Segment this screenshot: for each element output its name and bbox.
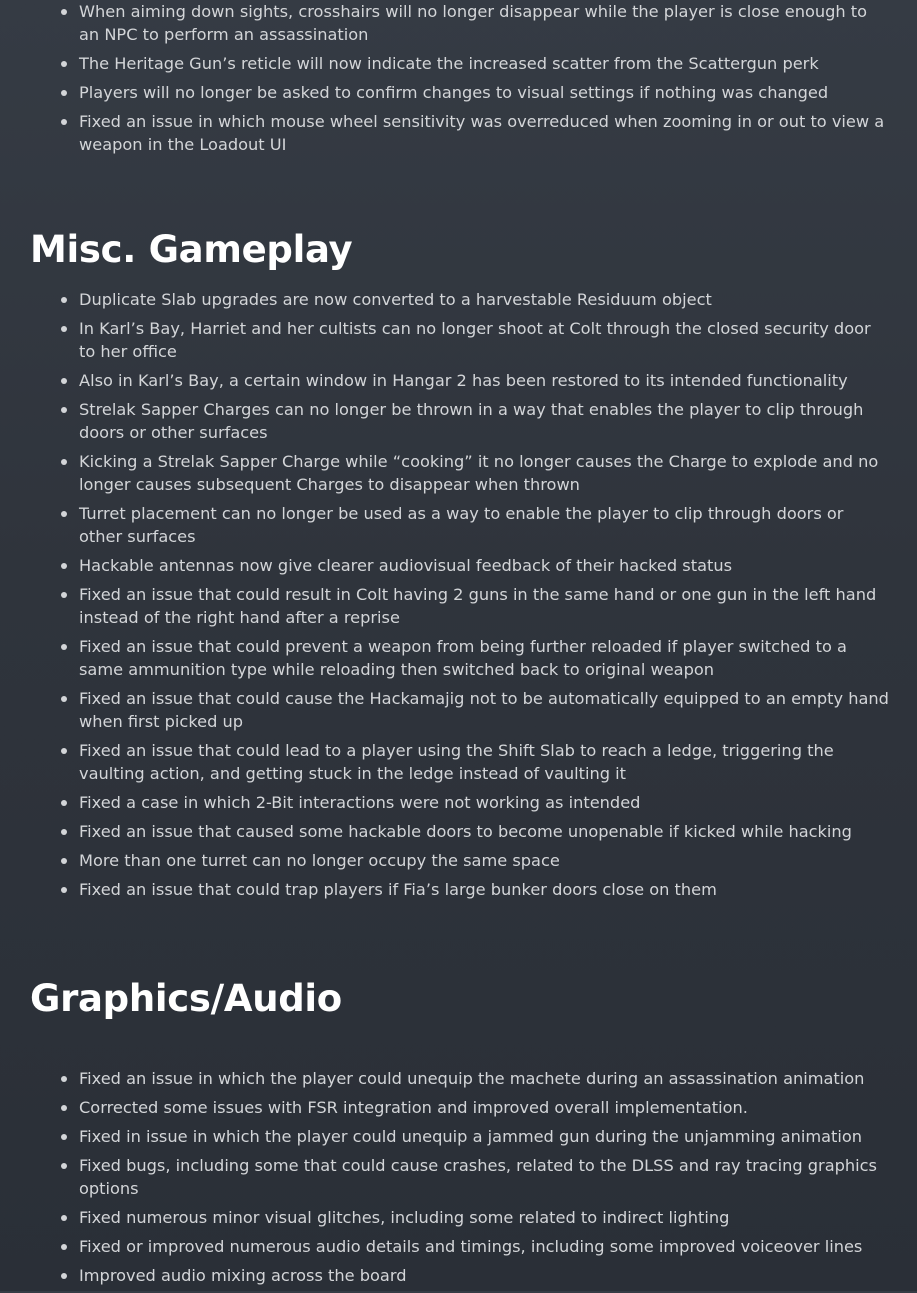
- misc-gameplay-list: [0, 288, 917, 907]
- list-item: Fixed an issue that could result in Colt having 2 guns in the same hand or one gun in the left hand instead of the right hand after a reprise: [0, 583, 917, 629]
- list-item: Fixed a case in which 2-Bit interactions were not working as intended: [0, 791, 917, 814]
- list-item: Turret placement can no longer be used as a way to enable the player to clip through doors or other surfaces: [0, 502, 917, 548]
- list-item: Fixed an issue in which the player could unequip the machete during an assassination animation: [0, 1067, 917, 1090]
- list-item: Fixed an issue that could prevent a weapon from being further reloaded if player switched to a same ammunition type while reloading then switched back to original weapon: [0, 635, 917, 681]
- list-item: Fixed bugs, including some that could cause crashes, related to the DLSS and ray tracing graphics options: [0, 1154, 917, 1200]
- list-item: When aiming down sights, crosshairs will no longer disappear while the player is close enough to an NPC to perform an assassination: [0, 0, 917, 46]
- list-item: Hackable antennas now give clearer audiovisual feedback of their hacked status: [0, 554, 917, 577]
- list-item: Kicking a Strelak Sapper Charge while “cooking” it no longer causes the Charge to explode and no longer causes subsequent Charges to disappear when thrown: [0, 450, 917, 496]
- section-heading-graphics-audio: Graphics/Audio: [30, 977, 342, 1020]
- list-item: The Heritage Gun’s reticle will now indicate the increased scatter from the Scattergun perk: [0, 52, 917, 75]
- list-item: Improved audio mixing across the board: [0, 1264, 917, 1287]
- list-item: More than one turret can no longer occupy the same space: [0, 849, 917, 872]
- list-item: Fixed an issue that caused some hackable doors to become unopenable if kicked while hacking: [0, 820, 917, 843]
- list-item: Corrected some issues with FSR integration and improved overall implementation.: [0, 1096, 917, 1119]
- ui-fixes-list: [0, 0, 917, 162]
- list-item: Fixed or improved numerous audio details and timings, including some improved voiceover lines: [0, 1235, 917, 1258]
- list-item: Fixed an issue that could trap players if Fia’s large bunker doors close on them: [0, 878, 917, 901]
- list-item: Duplicate Slab upgrades are now converted to a harvestable Residuum object: [0, 288, 917, 311]
- list-item: Fixed numerous minor visual glitches, including some related to indirect lighting: [0, 1206, 917, 1229]
- list-item: Players will no longer be asked to confirm changes to visual settings if nothing was changed: [0, 81, 917, 104]
- list-item: Fixed an issue that could cause the Hackamajig not to be automatically equipped to an empty hand when first picked up: [0, 687, 917, 733]
- list-item: Fixed in issue in which the player could unequip a jammed gun during the unjamming animation: [0, 1125, 917, 1148]
- list-item: In Karl’s Bay, Harriet and her cultists can no longer shoot at Colt through the closed security door to her office: [0, 317, 917, 363]
- list-item: Fixed an issue in which mouse wheel sensitivity was overreduced when zooming in or out to view a weapon in the Loadout UI: [0, 110, 917, 156]
- graphics-audio-list: [0, 1067, 917, 1293]
- section-heading-misc-gameplay: Misc. Gameplay: [30, 228, 353, 271]
- list-item: Strelak Sapper Charges can no longer be thrown in a way that enables the player to clip through doors or other surfaces: [0, 398, 917, 444]
- list-item: Fixed an issue that could lead to a player using the Shift Slab to reach a ledge, triggering the vaulting action, and getting stuck in the ledge instead of vaulting it: [0, 739, 917, 785]
- list-item: Also in Karl’s Bay, a certain window in Hangar 2 has been restored to its intended functionality: [0, 369, 917, 392]
